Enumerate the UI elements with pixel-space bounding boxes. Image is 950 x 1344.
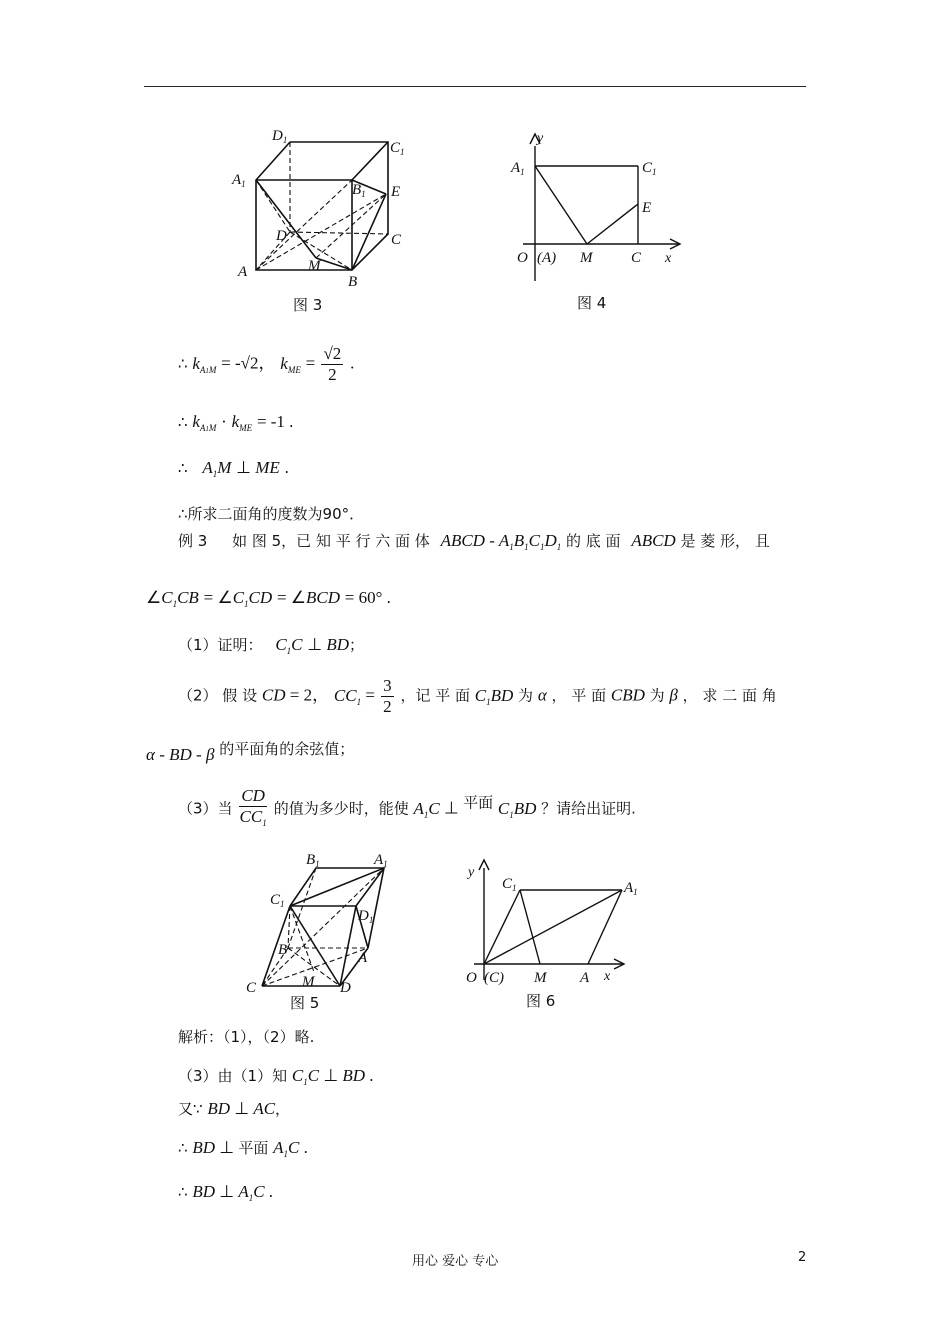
fig3-label-A: A xyxy=(238,264,248,280)
fig3-label-A1: $A_1$ xyxy=(232,172,246,189)
question-2-line: （2） 假 设 CD = 2， $CC_1$ = $\frac{3}{2}$ ，记 平 面 $C_1BD$ 为 α ， 平 面 CBD 为 β ， 求 二 面 角 xyxy=(178,676,777,716)
fig6-label-O: O xyxy=(466,970,477,986)
question-3-text-b: 平面 xyxy=(463,793,494,812)
line-kA1M-kME: ∴ $k_{A1M} = -√2$， $k_{ME}$ = $\frac{√2}{2}$ . xyxy=(178,344,355,384)
solution-label: 解析：（1），（2）略. xyxy=(178,1028,315,1046)
fig5-label-D: D xyxy=(340,980,351,996)
also-label: 又∵ xyxy=(178,1100,203,1118)
fig5-label-D1: $D_1$ xyxy=(358,908,374,925)
fig4-label-C: C xyxy=(631,250,642,266)
figure-5-caption: 图 5 xyxy=(290,994,320,1012)
line-answer-90: ∴所求二面角的度数为90°． xyxy=(178,505,365,523)
fig5-label-B: B xyxy=(278,942,288,958)
fig4-label-M: M xyxy=(580,250,593,266)
thus-final-line: ∴ BD ⊥ $A_1C$ . xyxy=(178,1182,274,1203)
solution-3-label: （3）由（1）知 xyxy=(178,1067,288,1085)
fig4-label-C1: $C_1$ xyxy=(642,160,657,177)
figure-3-caption: 图 3 xyxy=(293,296,323,314)
figure-4-caption: 图 4 xyxy=(577,294,607,312)
fig5-label-M: M xyxy=(302,974,315,990)
fig6-label-A1: $A_1$ xyxy=(624,880,638,897)
question-3-line: （3）当 $\frac{CD}{CC_1}$ 的值为多少时，能使 $A_1C$ ⊥ 平面 $C_1BD$ ？请给出证明. xyxy=(178,786,636,828)
plane-text: 平面 xyxy=(238,1139,269,1157)
fig5-label-C: C xyxy=(246,980,257,996)
page-number: 2 xyxy=(798,1250,807,1265)
footer-center: 用心 爱心 专心 xyxy=(412,1254,499,1269)
example-3-text-b: 的 底 面 xyxy=(566,532,621,550)
question-3-text-a: 的值为多少时，能使 xyxy=(273,799,409,818)
example-3-text-a: 如 图 5，已 知 平 行 六 面 体 xyxy=(232,532,430,550)
line-product: ∴ $k_{A1M} \cdot k_{ME} = -1$ . xyxy=(178,412,294,433)
therefore-symbol-5: ∴ xyxy=(178,1183,188,1201)
question-1-line: （1）证明： $C_1C$ ⊥ BD； xyxy=(178,635,365,656)
fig3-label-B1: $B_1$ xyxy=(352,182,366,199)
solution-3-line: （3）由（1）知 $C_1C$ ⊥ BD . xyxy=(178,1066,374,1087)
therefore-symbol-4: ∴ xyxy=(178,1139,188,1157)
fig6-label-C1: $C_1$ xyxy=(502,876,517,893)
fig6-label-x: x xyxy=(604,969,611,984)
fig5-label-A: A xyxy=(358,950,368,966)
question-1-label: （1）证明： xyxy=(178,636,263,654)
figure-4-plane xyxy=(505,126,695,320)
fig6-label-A: A xyxy=(580,970,590,986)
figure-6-plane xyxy=(464,856,664,1016)
fig3-label-C: C xyxy=(391,232,402,248)
figure-6-caption: 图 6 xyxy=(526,992,556,1010)
question-2-text: 的平面角的余弦值； xyxy=(219,740,355,758)
fig4-label-O: O xyxy=(517,250,528,266)
fig3-label-C1: $C_1$ xyxy=(390,140,405,157)
thus-plane-line: ∴ BD ⊥ 平面 $A_1C$ . xyxy=(178,1138,308,1159)
therefore-symbol-2: ∴ xyxy=(178,413,188,431)
question-3-label: （3）当 xyxy=(178,799,233,818)
fig3-label-M: M xyxy=(308,258,321,274)
fig6-label-y: y xyxy=(468,865,475,880)
fig4-label-x: x xyxy=(665,251,672,266)
also-line: 又∵ BD ⊥ AC， xyxy=(178,1099,291,1118)
example-3-line: 例 3 如 图 5，已 知 平 行 六 面 体 ABCD - $A_1B_1C_1D_1$ 的 底 面 ABCD 是 菱 形， 且 xyxy=(178,531,770,552)
fig5-label-B1: $B_1$ xyxy=(306,852,320,869)
angle-condition-line: $\angle C_1CB$ = $\angle C_1CD$ = ∠BCD = 60° . xyxy=(146,588,391,609)
figure-3-cube xyxy=(228,122,418,320)
fig4-label-E: E xyxy=(642,200,652,216)
therefore-symbol: ∴ xyxy=(178,354,188,373)
question-3-text-c: ？请给出证明. xyxy=(541,799,636,818)
line-perpendicular: ∴ $A_1M$ ⊥ ME . xyxy=(178,458,289,479)
header-rule xyxy=(144,86,806,87)
fig4-label-A-paren: (A) xyxy=(537,250,557,266)
fig3-label-E: E xyxy=(391,184,401,200)
fig6-label-M: M xyxy=(534,970,547,986)
fig4-label-A1: $A_1$ xyxy=(511,160,525,177)
fig3-label-D1: $D_1$ xyxy=(272,128,288,145)
fig5-label-A1: $A_1$ xyxy=(374,852,388,869)
fig5-label-C1: $C_1$ xyxy=(270,892,285,909)
figure-5-parallelepiped xyxy=(244,848,388,1014)
fig6-label-C-paren: (C) xyxy=(484,970,504,986)
question-2-line-2: α - BD - β 的平面角的余弦值； xyxy=(146,740,355,764)
fig3-label-D: D xyxy=(276,228,287,244)
fig3-label-B: B xyxy=(348,274,358,290)
fig4-label-y: y xyxy=(537,131,544,146)
example-3-text-c: 是 菱 形， 且 xyxy=(680,532,770,550)
example-3-label: 例 3 xyxy=(178,532,208,550)
therefore-symbol-3: ∴ xyxy=(178,459,188,477)
